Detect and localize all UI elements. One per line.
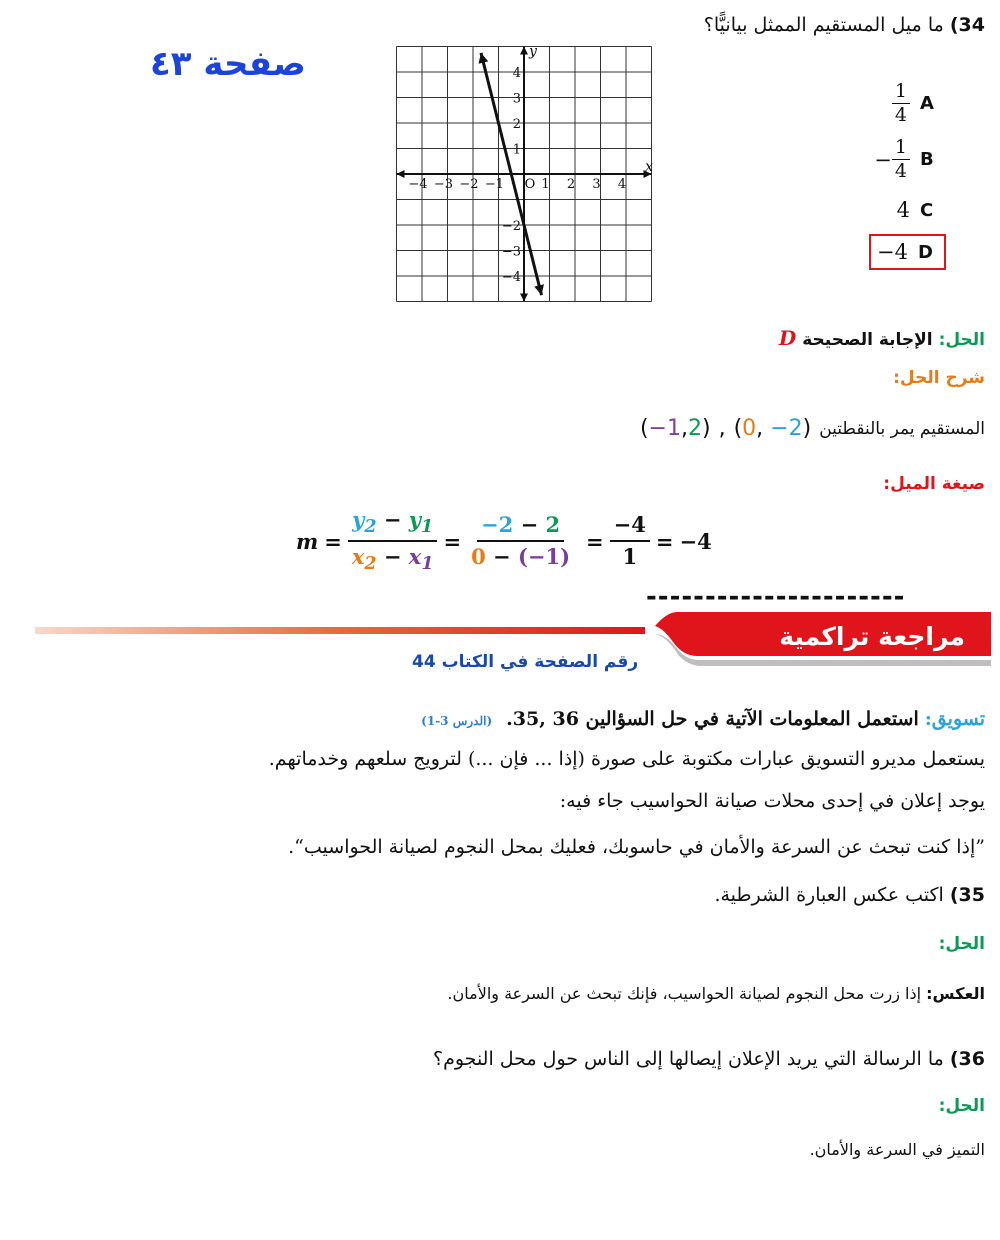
point-1-x: 0 xyxy=(742,416,757,441)
x-tick-label: 4 xyxy=(617,177,627,192)
option-d-correct[interactable] xyxy=(869,234,946,270)
y-tick-label: 4 xyxy=(512,66,521,81)
y-axis-arrow xyxy=(520,47,528,55)
formula-simplified: $\frac{-4}{1}$ xyxy=(610,513,650,569)
x-axis-label: x xyxy=(645,159,654,175)
question-36 xyxy=(433,1048,985,1070)
solution-text: الإجابة الصحيحة xyxy=(802,330,933,350)
explanation-title: شرح الحل: xyxy=(893,368,985,388)
x-axis-arrow xyxy=(397,170,405,178)
y-axis-arrow xyxy=(520,294,528,302)
y-tick-label: 2 xyxy=(512,117,521,132)
point-2-y: 2 xyxy=(687,416,702,441)
fraction-denominator: 4 xyxy=(894,160,907,182)
x-tick-label: 3 xyxy=(592,177,601,192)
question-number: 35) xyxy=(949,884,985,906)
answer-label: العكس: xyxy=(926,984,985,1003)
formula-substituted: $\frac{-2 - 2}{0 - (-1)}$ xyxy=(471,512,571,570)
correct-answer: D xyxy=(778,326,797,350)
solution-34 xyxy=(779,326,985,350)
x-tick-label: −2 xyxy=(459,177,479,192)
option-letter: D xyxy=(918,241,933,263)
x-tick-label: −1 xyxy=(484,177,505,192)
slope-graph xyxy=(396,46,654,302)
option-value: 4 xyxy=(896,198,910,222)
paragraph-2: يوجد إعلان في إحدى محلات صيانة الحواسيب جاء فيه: xyxy=(559,790,985,812)
graph-axes xyxy=(397,47,652,302)
points-line xyxy=(640,416,985,441)
option-b-fraction xyxy=(892,138,910,181)
y-tick-label: 1 xyxy=(512,142,521,158)
question-text: اكتب عكس العبارة الشرطية. xyxy=(714,884,944,906)
solution-label: الحل: xyxy=(938,330,985,350)
lesson-reference: (الدرس 3-1) xyxy=(421,714,493,728)
point-1: (0, −2) xyxy=(733,416,812,441)
solution-36-label: الحل: xyxy=(938,1096,985,1116)
paragraph-1: يستعمل مديرو التسويق عبارات مكتوبة على صورة (إذا ... فإن ...) لترويج سلعهم وخدماتهم. xyxy=(268,748,985,770)
question-text: ما ميل المستقيم الممثل بيانيًّا؟ xyxy=(703,14,944,36)
answer-text: إذا زرت محل النجوم لصيانة الحواسيب، فإنك تبحث عن السرعة والأمان. xyxy=(447,984,922,1003)
slope-formula-title: صيغة الميل: xyxy=(883,474,985,494)
page-label: صفحة ٤٣ xyxy=(150,44,306,84)
fraction-sign: − xyxy=(874,147,892,172)
answer-36: التميز في السرعة والأمان. xyxy=(809,1140,985,1159)
question-34 xyxy=(704,14,985,36)
marketing-instruction xyxy=(421,708,985,730)
fraction-denominator: 4 xyxy=(894,104,907,126)
answer-35 xyxy=(447,984,985,1003)
question-number: 34) xyxy=(949,14,985,36)
option-letter: A xyxy=(920,93,934,114)
quoted-advertisement: ”إذا كنت تبحث عن السرعة والأمان في حاسوبك، فعليك بمحل النجوم لصيانة الحواسيب“. xyxy=(288,836,985,858)
y-tick-label: 3 xyxy=(512,91,521,107)
question-35 xyxy=(714,884,985,906)
fraction-numerator: 1 xyxy=(892,82,910,104)
x-tick-label: −3 xyxy=(433,177,454,192)
points-text: المستقيم يمر بالنقطتين xyxy=(819,418,985,439)
question-number: 36) xyxy=(949,1048,985,1070)
option-b[interactable] xyxy=(874,138,938,181)
x-tick-label: O xyxy=(524,177,536,192)
solution-35-label: الحل: xyxy=(938,934,985,954)
x-tick-label: −4 xyxy=(408,177,428,192)
slope-formula: m = $\frac{y_2 - y_1}{x_2 - x_1}$ = $\frac{-2 - 2}{0 - (-1)}$ = $\frac{-4}{1}$ = −4 xyxy=(296,507,712,575)
review-title: مراجعة تراكمية xyxy=(779,622,965,651)
marketing-tag: تسويق: xyxy=(924,708,985,730)
x-tick-label: 1 xyxy=(541,177,550,192)
y-axis-label: y xyxy=(529,46,537,60)
separator-line: ---------------------- xyxy=(646,582,906,612)
point-2: (−1,2) xyxy=(639,416,711,441)
instruction-text: استعمل المعلومات الآتية في حل السؤالين 36 ,35. xyxy=(506,708,919,730)
option-letter: B xyxy=(920,149,934,170)
y-tick-label: −2 xyxy=(501,219,521,234)
banner-gradient-line xyxy=(35,627,645,634)
option-value: −4 xyxy=(877,240,908,264)
point-1-y: −2 xyxy=(770,416,803,441)
slope-symbol: m xyxy=(296,528,319,554)
points-separator: , xyxy=(718,416,726,441)
option-a[interactable] xyxy=(892,82,938,125)
y-tick-label: −3 xyxy=(501,244,521,260)
question-text: ما الرسالة التي يريد الإعلان إيصالها إلى الناس حول محل النجوم؟ xyxy=(433,1048,944,1070)
option-a-fraction xyxy=(892,82,910,125)
option-c[interactable] xyxy=(897,198,938,222)
y-tick-label: −4 xyxy=(501,270,521,285)
option-letter: C xyxy=(920,199,934,221)
fraction-numerator: 1 xyxy=(892,138,910,160)
book-page-reference: رقم الصفحة في الكتاب 44 xyxy=(412,652,639,672)
point-2-x: −1 xyxy=(648,416,681,441)
formula-result: −4 xyxy=(679,528,712,554)
x-tick-label: 2 xyxy=(566,177,576,192)
formula-general: $\frac{y_2 - y_1}{x_2 - x_1}$ xyxy=(348,508,438,575)
